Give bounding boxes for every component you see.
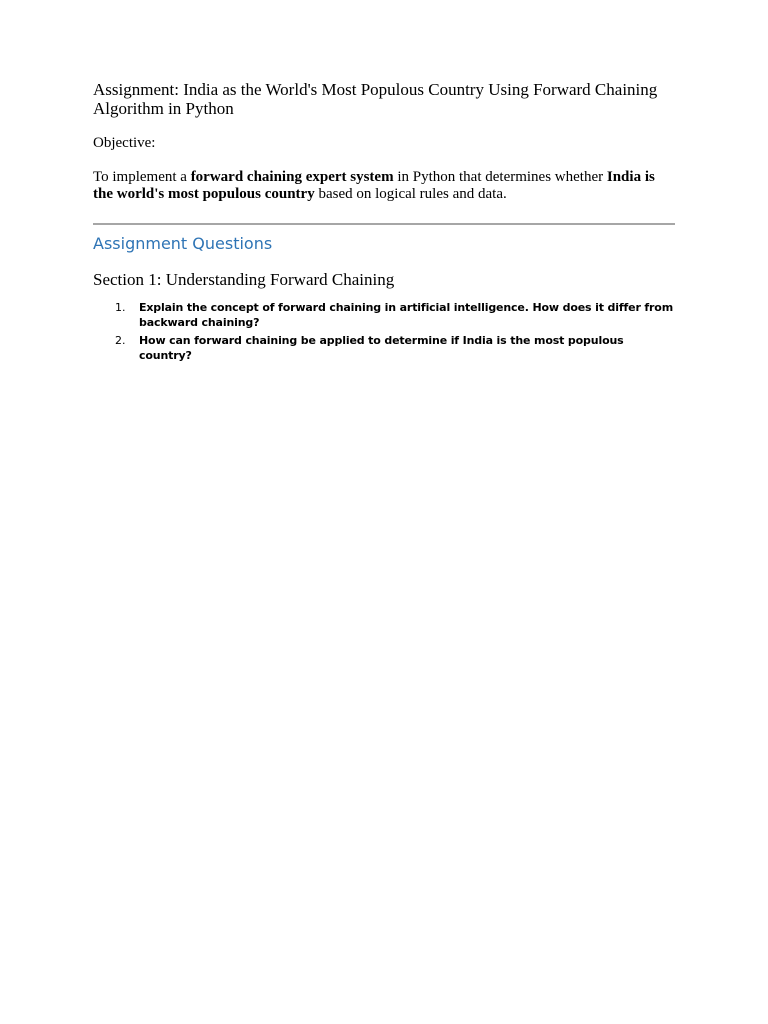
document-title: Assignment: India as the World's Most Populous Country Using Forward Chaining Algorithm in Python [93, 80, 658, 118]
objective-label: Objective: [93, 135, 156, 151]
question-item [93, 333, 675, 363]
question-text: How can forward chaining be applied to determine if India is the most populous country? [139, 334, 624, 362]
question-item [93, 300, 675, 330]
objective-middle: in Python that determines whether [393, 169, 607, 185]
section-heading: Assignment Questions [93, 234, 273, 253]
objective-bold-india: India is the world's most populous country [93, 169, 655, 202]
question-text: Explain the concept of forward chaining in artificial intelligence. How does it differ from backward chaining? [139, 301, 674, 329]
question-number: 2. [115, 334, 126, 347]
objective-suffix: based on logical rules and data. [314, 186, 507, 202]
objective-prefix: To implement a [93, 169, 191, 185]
subsection-heading: Section 1: Understanding Forward Chaining [93, 270, 395, 289]
objective-bold-system: forward chaining expert system [190, 169, 394, 185]
question-list [93, 300, 675, 363]
objective-text [93, 169, 675, 203]
section-divider [93, 223, 675, 225]
document-page [93, 80, 675, 363]
question-number: 1. [115, 301, 126, 314]
